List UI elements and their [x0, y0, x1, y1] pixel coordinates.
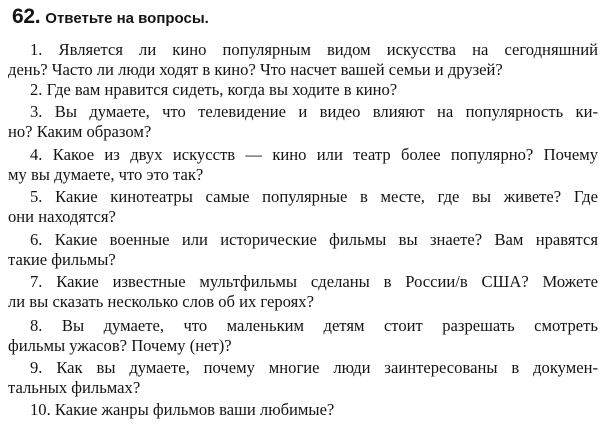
question-3-line-1: 3. Вы думаете, что телевидение и видео влияют на популярность ки- — [30, 102, 598, 121]
question-5-line-1: 5. Какие кинотеатры самые популярные в месте, где вы живете? Где — [30, 187, 598, 206]
question-3-line-2: но? Каким образом? — [8, 122, 152, 141]
question-5-line-2: они находятся? — [8, 207, 116, 226]
question-6-line-1: 6. Какие военные или исторические фильмы вы знаете? Вам нравятся — [30, 230, 598, 249]
exercise-number: 62. — [12, 5, 41, 28]
question-9-line-2: тальных фильмах? — [8, 378, 141, 397]
question-10-line-1: 10. Какие жанры фильмов ваши любимые? — [30, 400, 335, 419]
question-2-line-1: 2. Где вам нравится сидеть, когда вы ходите в кино? — [30, 80, 398, 99]
question-7-line-1: 7. Какие известные мультфильмы сделаны в России/в США? Можете — [30, 272, 598, 291]
exercise-heading — [12, 6, 209, 30]
question-4-line-1: 4. Какое из двух искусств — кино или театр более популярно? Почему — [30, 145, 598, 164]
question-1-line-1: 1. Является ли кино популярным видом искусства на сегодняшний — [30, 40, 598, 59]
question-4-line-2: му вы думаете, что это так? — [8, 165, 204, 184]
question-9-line-1: 9. Как вы думаете, почему многие люди заинтересованы в докумен- — [30, 358, 598, 377]
question-8-line-2: фильмы ужасов? Почему (нет)? — [8, 336, 232, 355]
question-8-line-1: 8. Вы думаете, что маленьким детям стоит разрешать смотреть — [30, 316, 598, 335]
question-7-line-2: ли вы сказать несколько слов об их героях? — [8, 292, 314, 311]
exercise-title: Ответьте на вопросы. — [45, 10, 209, 27]
question-6-line-2: такие фильмы? — [8, 250, 116, 269]
question-1-line-2: день? Часто ли люди ходят в кино? Что насчет вашей семьи и друзей? — [8, 60, 503, 79]
